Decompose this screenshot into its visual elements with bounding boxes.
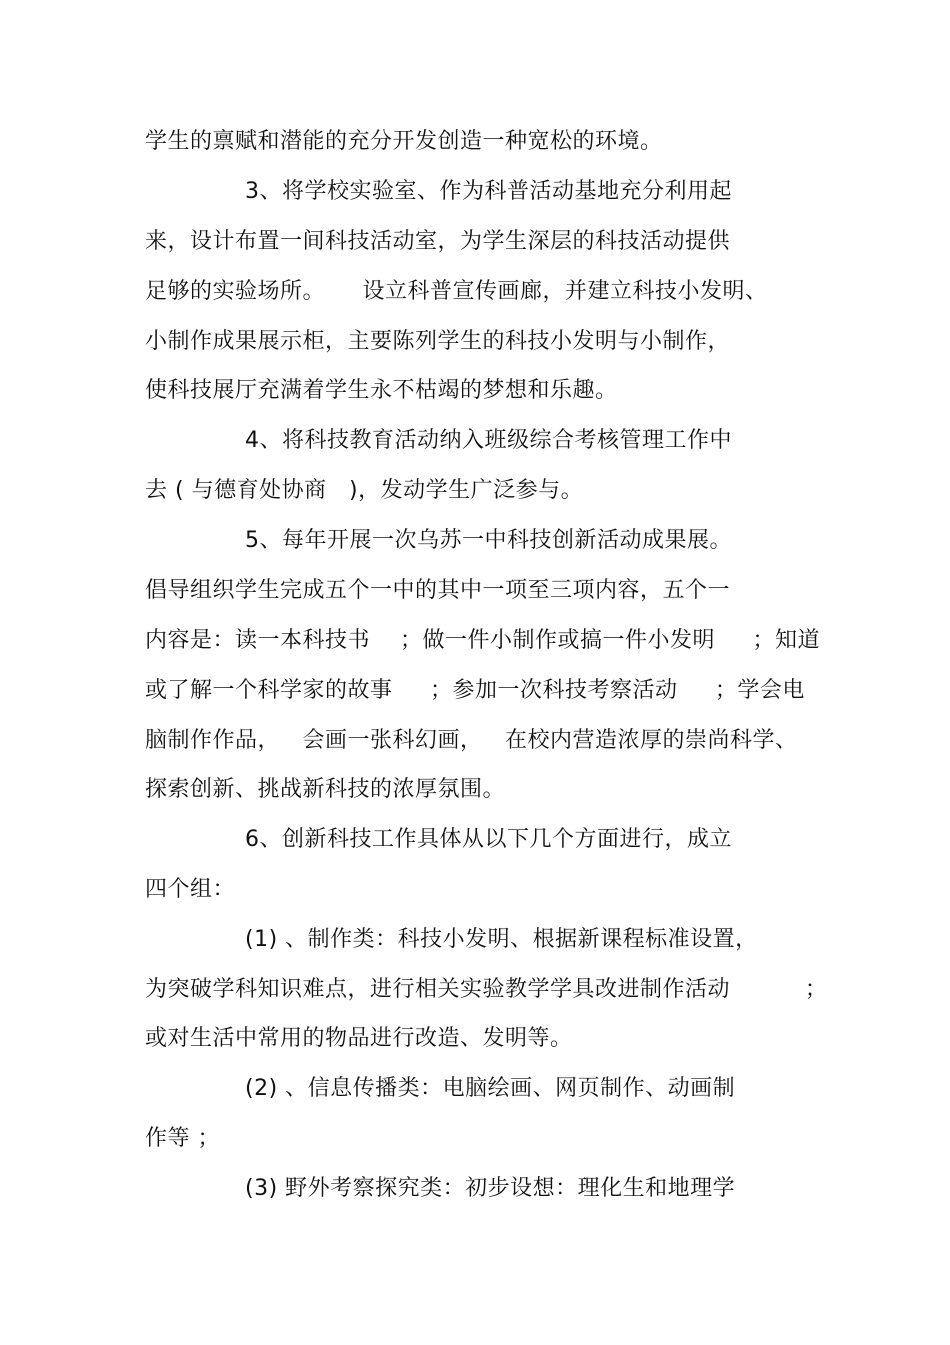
text-line: 3、将学校实验室、作为科普活动基地充分利用起 [245, 179, 732, 204]
text-line: 倡导组织学生完成五个一中的其中一项至三项内容，五个一 [145, 578, 731, 603]
text-line: 4、将科技教育活动纳入班级综合考核管理工作中 [245, 428, 732, 453]
text-line: 来，设计布置一间科技活动室，为学生深层的科技活动提供 [145, 229, 731, 254]
text-line: 使科技展厅充满着学生永不枯竭的梦想和乐趣。 [145, 378, 618, 403]
text-line: (3) 野外考察探究类：初步设想：理化生和地理学 [245, 1176, 736, 1201]
text-line: 内容是：读一本科技书 ；做一件小制作或搞一件小发明 ；知道 [145, 628, 820, 653]
text-line: 四个组： [145, 877, 236, 902]
text-line: 脑制作作品， 会画一张科幻画， 在校内营造浓厚的崇尚科学、 [145, 728, 798, 753]
text-line: 6、创新科技工作具体从以下几个方面进行，成立 [245, 827, 732, 852]
text-line: 作等 ； [145, 1126, 220, 1151]
text-line: 学生的禀赋和潜能的充分开发创造一种宽松的环境。 [145, 129, 663, 154]
text-line: 为突破学科知识难点，进行相关实验教学学具改进制作活动 ； [145, 977, 828, 1002]
text-line: 足够的实验场所。 设立科普宣传画廊，并建立科技小发明、 [145, 279, 768, 304]
text-line: (2) 、信息传播类：电脑绘画、网页制作、动画制 [245, 1076, 736, 1101]
text-line: 探索创新、挑战新科技的浓厚氛围。 [145, 777, 506, 802]
text-line: 去 ( 与德育处协商 )，发动学生广泛参与。 [145, 478, 584, 503]
text-line: (1) 、制作类：科技小发明、根据新课程标准设置， [245, 927, 758, 952]
text-line: 5、每年开展一次乌苏一中科技创新活动成果展。 [245, 528, 732, 553]
text-line: 或了解一个科学家的故事 ；参加一次科技考察活动 ；学会电 [145, 678, 805, 703]
text-line: 小制作成果展示柜，主要陈列学生的科技小发明与小制作， [145, 329, 731, 354]
text-line: 或对生活中常用的物品进行改造、发明等。 [145, 1026, 573, 1051]
